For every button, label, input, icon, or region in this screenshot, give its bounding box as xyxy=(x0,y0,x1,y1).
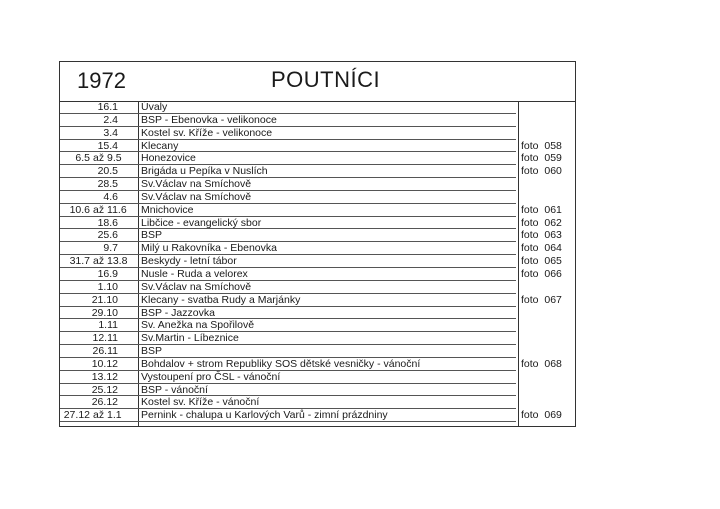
year-heading: 1972 xyxy=(77,68,126,93)
table-row xyxy=(60,140,575,153)
row-event: Libčice - evangelický sbor xyxy=(141,216,262,229)
row-event: Sv.Václav na Smíchově xyxy=(141,190,252,203)
row-date: 1.10 xyxy=(97,280,118,293)
table-row xyxy=(60,384,575,397)
table-row xyxy=(60,114,575,127)
row-end-date: až 1.1 xyxy=(93,409,122,422)
row-event: Sv.Václav na Smíchově xyxy=(141,280,252,293)
row-event: Brigáda u Pepíka v Nuslích xyxy=(141,165,268,178)
table-row xyxy=(60,358,575,371)
table-header xyxy=(60,62,575,102)
table-row xyxy=(60,396,575,409)
row-date: 4.6 xyxy=(103,190,118,203)
row-foto: foto 069 xyxy=(521,409,562,422)
row-end-date: až 9.5 xyxy=(93,152,122,165)
table-row xyxy=(60,178,575,191)
row-foto: foto 064 xyxy=(521,242,562,255)
row-date: 26.11 xyxy=(92,345,118,358)
table-row xyxy=(60,165,575,178)
row-event: Mnichovice xyxy=(141,203,194,216)
table-row xyxy=(60,332,575,345)
row-date: 16.1 xyxy=(97,101,118,113)
row-event: Sv.Martin - Líbeznice xyxy=(141,332,239,345)
row-event: BSP - Jazzovka xyxy=(141,306,215,319)
row-date: 10.6 xyxy=(69,203,90,216)
row-event: Klecany - svatba Rudy a Marjánky xyxy=(141,293,301,306)
table-row xyxy=(60,281,575,294)
row-event: BSP - Ebenovka - velikonoce xyxy=(141,113,277,126)
table-row xyxy=(60,127,575,140)
events-table xyxy=(59,61,576,427)
table-row xyxy=(60,294,575,307)
table-row xyxy=(60,101,575,114)
row-event: Sv. Anežka na Spořilově xyxy=(141,319,255,332)
table-row xyxy=(60,319,575,332)
row-foto: foto 067 xyxy=(521,293,562,306)
row-foto: foto 065 xyxy=(521,255,562,268)
row-event: Milý u Rakovníka - Ebenovka xyxy=(141,242,277,255)
row-date: 25.12 xyxy=(91,383,118,396)
row-foto: foto 060 xyxy=(521,165,562,178)
row-event: Kostel sv. Kříže - vánoční xyxy=(141,396,260,409)
row-date: 28.5 xyxy=(97,178,118,191)
table-row xyxy=(60,242,575,255)
table-row xyxy=(60,229,575,242)
table-row xyxy=(60,191,575,204)
row-date: 9.7 xyxy=(103,242,118,255)
row-foto: foto 066 xyxy=(521,267,562,280)
row-date: 27.12 xyxy=(63,409,90,422)
row-foto: foto 062 xyxy=(521,216,562,229)
row-event: Vystoupení pro ČSL - vánoční xyxy=(141,370,281,383)
row-end-date: až 13.8 xyxy=(93,255,128,268)
row-event: BSP - vánoční xyxy=(141,383,208,396)
row-foto: foto 063 xyxy=(521,229,562,242)
row-foto: foto 061 xyxy=(521,203,562,216)
row-end-date: až 11.6 xyxy=(93,203,127,216)
row-event: Sv.Václav na Smíchově xyxy=(141,178,252,191)
row-date: 13.12 xyxy=(91,370,118,383)
row-date: 25.6 xyxy=(97,229,118,242)
row-date: 2.4 xyxy=(103,113,118,126)
row-date: 15.4 xyxy=(97,139,118,152)
table-row xyxy=(60,268,575,281)
row-date: 3.4 xyxy=(103,126,118,139)
row-foto: foto 068 xyxy=(521,357,562,370)
table-row xyxy=(60,371,575,384)
row-date: 12.11 xyxy=(92,332,118,345)
row-event: BSP xyxy=(141,345,163,358)
row-date: 16.9 xyxy=(97,267,118,280)
table-row xyxy=(60,217,575,230)
row-event: Kostel sv. Kříže - velikonoce xyxy=(141,126,273,139)
table-row xyxy=(60,345,575,358)
row-event: BSP xyxy=(141,229,163,242)
table-row xyxy=(60,255,575,268)
row-event: Bohdalov + strom Republiky SOS dětské vesničky - vánoční xyxy=(141,357,421,370)
table-row xyxy=(60,409,575,422)
row-event: Úvaly xyxy=(141,101,168,113)
table-row xyxy=(60,152,575,165)
row-event: Beskydy - letní tábor xyxy=(141,255,237,268)
row-date: 26.12 xyxy=(91,396,118,409)
page-title: POUTNÍCI xyxy=(271,67,381,92)
row-foto: foto 059 xyxy=(521,152,562,165)
table-row xyxy=(60,204,575,217)
row-date: 10.12 xyxy=(91,357,118,370)
row-date: 20.5 xyxy=(97,165,118,178)
row-date: 6.5 xyxy=(75,152,90,165)
row-divider xyxy=(60,421,516,422)
row-event: Honezovice xyxy=(141,152,196,165)
row-event: Pernink - chalupa u Karlových Varů - zimní prázdniny xyxy=(141,409,388,422)
row-event: Klecany xyxy=(141,139,179,152)
row-event: Nusle - Ruda a velorex xyxy=(141,267,248,280)
row-date: 1.11 xyxy=(98,319,118,332)
row-date: 18.6 xyxy=(97,216,118,229)
row-date: 29.10 xyxy=(91,306,118,319)
table-row xyxy=(60,307,575,320)
table-body xyxy=(60,101,575,422)
row-date: 31.7 xyxy=(69,255,90,268)
row-date: 21.10 xyxy=(91,293,118,306)
row-foto: foto 058 xyxy=(521,139,562,152)
